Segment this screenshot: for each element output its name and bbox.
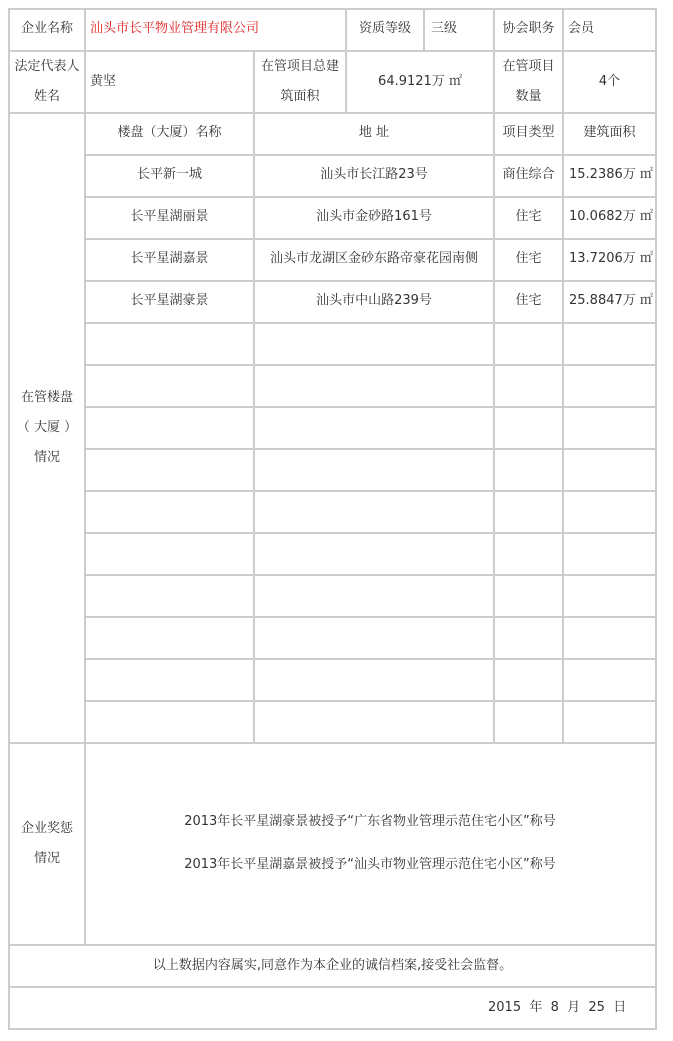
- legal-rep-label-line2: 姓名: [33, 89, 60, 104]
- company-name-value: 汕头市长平物业管理有限公司: [90, 21, 260, 36]
- award-item: 2013年长平星湖嘉景被授予“汕头市物业管理示范住宅小区”称号: [184, 857, 556, 872]
- table-row-name: 长平星湖豪景: [130, 293, 209, 308]
- awards-label-line1: 企业奖惩: [20, 821, 73, 836]
- declaration-text: 以上数据内容属实,同意作为本企业的诚信档案,接受社会监督。: [152, 958, 513, 973]
- buildings-section-label-line1: 在管楼盘: [20, 390, 73, 405]
- table-row-type: 住宅: [515, 293, 542, 308]
- table-row-name: 长平星湖丽景: [130, 209, 209, 224]
- table-row-name: 长平新一城: [136, 167, 202, 182]
- project-count-value: 4个: [598, 74, 621, 89]
- qualification-label: 资质等级: [358, 21, 411, 36]
- company-name-label: 企业名称: [20, 21, 73, 36]
- table-row-area: 15.2386万 ㎡: [569, 167, 653, 182]
- table-row-area: 10.0682万 ㎡: [569, 209, 653, 224]
- header-project-type: 项目类型: [502, 125, 555, 140]
- buildings-section-label-line3: 情况: [33, 450, 60, 465]
- date-text: 2015 年 8 月 25 日: [488, 1000, 627, 1015]
- table-row-address: 汕头市金砂路161号: [316, 209, 432, 224]
- legal-rep-label-line1: 法定代表人: [14, 59, 80, 74]
- table-row-address: 汕头市中山路239号: [316, 293, 432, 308]
- table-row-name: 长平星湖嘉景: [130, 251, 209, 266]
- project-count-label-line2: 数量: [515, 89, 542, 104]
- award-item: 2013年长平星湖豪景被授予“广东省物业管理示范住宅小区”称号: [184, 814, 556, 829]
- total-area-label-line2: 筑面积: [280, 89, 320, 104]
- table-row-address: 汕头市龙湖区金砂东路帝豪花园南侧: [269, 251, 478, 266]
- total-area-label-line1: 在管项目总建: [260, 59, 339, 74]
- header-address: 地 址: [358, 125, 390, 140]
- table-row-type: 商住综合: [502, 167, 555, 182]
- table-row-area: 13.7206万 ㎡: [569, 251, 653, 266]
- association-value: 会员: [568, 21, 595, 36]
- table-row-address: 汕头市长江路23号: [320, 167, 428, 182]
- table-row-area: 25.8847万 ㎡: [569, 293, 653, 308]
- header-building-area: 建筑面积: [583, 125, 636, 140]
- buildings-section-label-line2: （ 大厦 ）: [16, 420, 78, 435]
- total-area-value: 64.9121万 ㎡: [378, 74, 462, 89]
- header-building-name: 楼盘（大厦）名称: [117, 125, 222, 140]
- table-row-type: 住宅: [515, 209, 542, 224]
- table-row-type: 住宅: [515, 251, 542, 266]
- qualification-value: 三级: [431, 21, 458, 36]
- project-count-label-line1: 在管项目: [502, 59, 555, 74]
- awards-label-line2: 情况: [33, 851, 60, 866]
- legal-rep-value: 黄坚: [90, 74, 117, 89]
- association-label: 协会职务: [502, 21, 555, 36]
